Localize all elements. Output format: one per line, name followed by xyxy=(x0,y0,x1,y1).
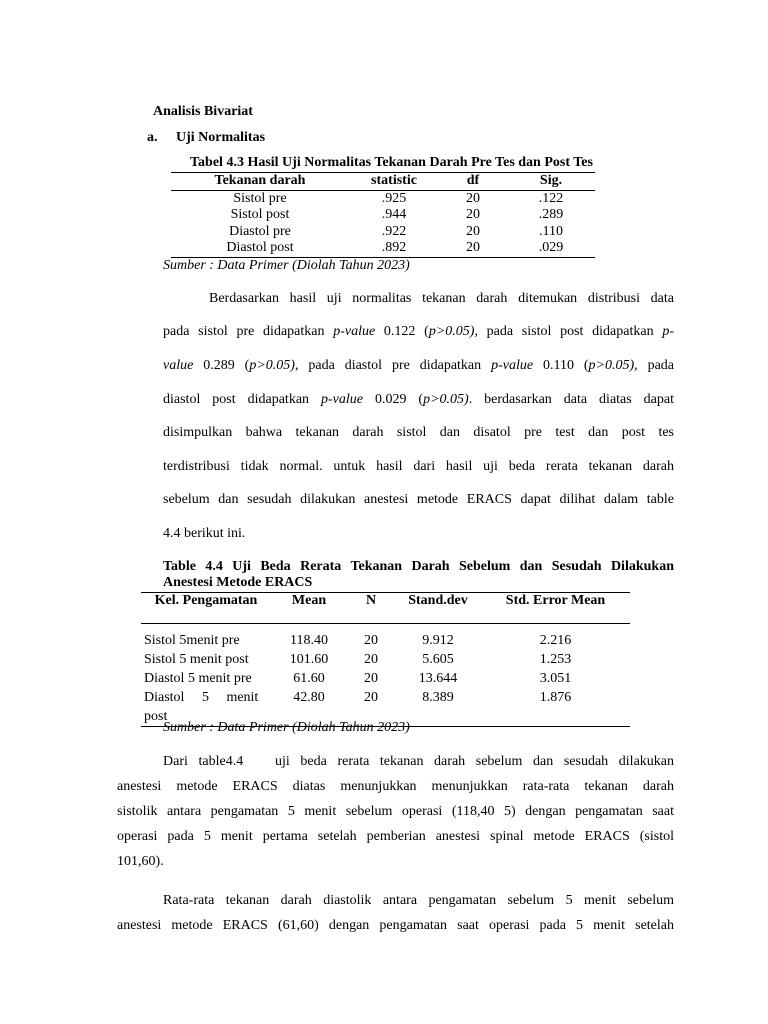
table-row xyxy=(171,207,595,224)
table1-cell: .925 xyxy=(381,190,407,206)
table-row xyxy=(171,224,595,241)
table2-cell-line: post xyxy=(144,709,168,724)
table-row xyxy=(171,240,595,257)
table2-caption: Anestesi Metode ERACS xyxy=(163,575,313,590)
table2-cell: Diastol 5 menit pre xyxy=(144,671,252,686)
table2-cell: 13.644 xyxy=(418,671,458,686)
section-title: Analisis Bivariat xyxy=(153,104,253,119)
table1-cell: .122 xyxy=(538,190,564,206)
table1-cell: Sistol post xyxy=(230,207,290,222)
table2-cell: 3.051 xyxy=(539,671,572,686)
table2-cell: 2.216 xyxy=(539,633,572,648)
table1-header: df xyxy=(466,173,480,188)
para1-text: p>0.05), xyxy=(428,324,478,339)
table2-cell: 42.80 xyxy=(293,690,325,705)
table2-cell: 1.253 xyxy=(539,652,572,667)
table-row xyxy=(141,650,630,669)
table2-cell: Sistol 5 menit post xyxy=(144,652,249,667)
para2-line: sistolik antara pengamatan 5 menit sebelum operasi (118,40 5) dengan pengamatan saat xyxy=(117,804,674,819)
table2-header: N xyxy=(365,593,377,608)
para1-text: 0.122 ( xyxy=(375,324,429,339)
table2-header: Kel. Pengamatan xyxy=(154,593,258,608)
para1-line xyxy=(163,358,674,374)
table2-cell-line: Diastol 5 menit xyxy=(144,690,259,705)
table2-cell: 20 xyxy=(364,690,378,705)
para1-text: p- xyxy=(662,324,674,339)
para1-text: 0.289 ( xyxy=(193,358,250,373)
para1-text: . berdasarkan data diatas dapat xyxy=(468,392,674,407)
table2-header: Stand.dev xyxy=(408,593,468,608)
table2-header: Mean xyxy=(291,593,327,608)
table2 xyxy=(141,593,630,727)
table1-cell: .922 xyxy=(381,223,407,239)
para1-text: pada xyxy=(637,358,674,373)
table2-cell: 8.389 xyxy=(422,690,454,705)
table-row xyxy=(141,624,630,651)
table2-cell: 9.912 xyxy=(422,633,454,648)
table1-cell: 20 xyxy=(466,207,480,222)
table2-cell: 101.60 xyxy=(289,652,329,667)
table1-cell: .289 xyxy=(538,207,564,222)
para1-line: disimpulkan bahwa tekanan darah sistol dan disatol pre test dan post tes xyxy=(163,425,674,440)
table1-cell: 20 xyxy=(466,223,480,239)
table1-source: Sumber : Data Primer (Diolah Tahun 2023) xyxy=(163,258,410,273)
subsection-marker: a. xyxy=(147,130,158,145)
table1-cell: 20 xyxy=(466,240,480,255)
para2-line: 101,60). xyxy=(117,854,164,869)
table1-cell: 20 xyxy=(466,190,480,206)
para1-text: pada sistol post didapatkan xyxy=(477,324,663,339)
table2-header: Std. Error Mean xyxy=(505,593,606,608)
table2-cell: 1.876 xyxy=(539,690,572,705)
para2-line: operasi pada 5 menit pertama setelah pemberian anestesi spinal metode ERACS (sistol xyxy=(117,829,674,844)
para1-text: p-value xyxy=(321,392,363,407)
table1-header: Tekanan darah xyxy=(214,173,306,188)
para1-text: diastol post didapatkan xyxy=(163,392,321,407)
para1-text: 0.029 ( xyxy=(362,392,424,407)
table1-cell: .029 xyxy=(538,240,564,255)
para1-text: p>0.05) xyxy=(423,392,469,407)
table1-header: Sig. xyxy=(539,173,563,188)
para3-line: Rata-rata tekanan darah diastolik antara pengamatan sebelum 5 menit sebelum xyxy=(163,893,674,908)
para1-text: pada sistol pre didapatkan xyxy=(163,324,334,339)
subsection-title: Uji Normalitas xyxy=(176,130,266,145)
para1-line: sebelum dan sesudah dilakukan anestesi metode ERACS dapat dilihat dalam table xyxy=(163,492,674,507)
table2-cell: 118.40 xyxy=(290,633,328,648)
table2-header-row xyxy=(141,593,630,624)
table1-cell: Diastol post xyxy=(226,240,294,255)
table1-cell: .110 xyxy=(539,223,563,239)
table2-cell: 20 xyxy=(364,671,378,686)
table1 xyxy=(171,173,595,258)
para1-line: Berdasarkan hasil uji normalitas tekanan darah ditemukan distribusi data xyxy=(209,291,674,306)
table1-cell: Diastol pre xyxy=(229,223,291,239)
table2-cell: 61.60 xyxy=(293,671,325,686)
para1-line xyxy=(163,324,674,340)
para1-text: value xyxy=(163,358,194,373)
table2-source: Sumber : Data Primer (Diolah Tahun 2023) xyxy=(163,720,410,735)
table1-header: statistic xyxy=(371,173,417,188)
table1-cell: .892 xyxy=(381,240,407,255)
para1-text: p>0.05) xyxy=(249,358,295,373)
table-row xyxy=(171,190,595,207)
table2-cell: 20 xyxy=(364,652,378,667)
para1-line: 4.4 berikut ini. xyxy=(163,526,246,541)
para1-line xyxy=(163,392,674,408)
para1-text: p>0.05), xyxy=(588,358,638,373)
para1-line: terdistribusi tidak normal. untuk hasil dari hasil uji beda rerata tekanan darah xyxy=(163,459,674,474)
para2-line: anestesi metode ERACS diatas menunjukkan menunjukkan rata-rata tekanan darah xyxy=(117,779,674,794)
table-row xyxy=(141,669,630,688)
para2-line: Dari table4.4 uji beda rerata tekanan darah sebelum dan sesudah dilakukan xyxy=(163,754,674,769)
para1-text: , pada diastol pre didapatkan xyxy=(294,358,492,373)
table1-cell: .944 xyxy=(381,207,407,222)
table2-cell: 5.605 xyxy=(422,652,454,667)
table2-cell: 20 xyxy=(364,633,378,648)
table1-header-row xyxy=(171,173,595,190)
para1-text: p-value xyxy=(491,358,534,373)
table2-caption: Table 4.4 Uji Beda Rerata Tekanan Darah Sebelum dan Sesudah Dilakukan xyxy=(163,559,674,574)
para1-text: p-value xyxy=(333,324,376,339)
para3-line: anestesi metode ERACS (61,60) dengan pengamatan saat operasi pada 5 menit setelah xyxy=(117,918,674,933)
table1-caption: Tabel 4.3 Hasil Uji Normalitas Tekanan Darah Pre Tes dan Post Tes xyxy=(190,155,593,170)
table2-cell: Sistol 5menit pre xyxy=(144,633,240,648)
table1-cell: Sistol pre xyxy=(233,190,287,206)
para1-text: 0.110 ( xyxy=(533,358,589,373)
